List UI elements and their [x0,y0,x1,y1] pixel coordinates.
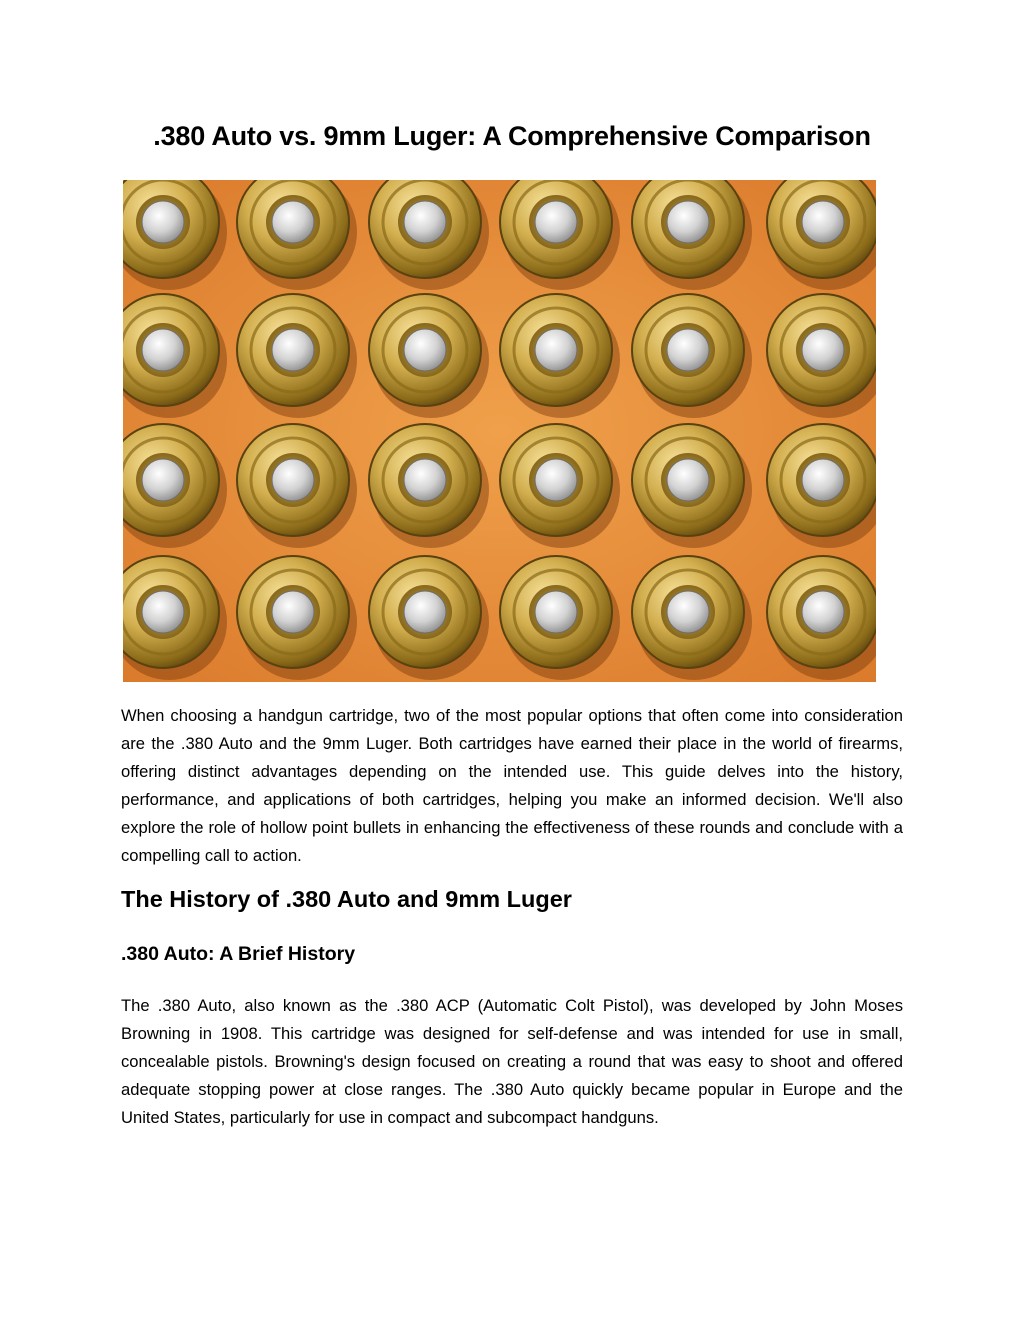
intro-paragraph: When choosing a handgun cartridge, two of the most popular options that often come into consideration are the .380 Auto and the 9mm Luger. Both cartridges have earned their place in the world of firearms, offering distinct advantages depending on the intended use. This guide delves into the history, performance, and applications of both cartridges, helping you make an informed decision. We'll also explore the role of hollow point bullets in enhancing the effectiveness of these rounds and conclude with a compelling call to action. [121,706,903,865]
page-title: .380 Auto vs. 9mm Luger: A Comprehensive Comparison [153,121,871,151]
cartridge-grid-image [123,180,876,682]
subsection-heading: .380 Auto: A Brief History [121,943,356,965]
subsection-paragraph: The .380 Auto, also known as the .380 ACP (Automatic Colt Pistol), was developed by John Moses Browning in 1908. This cartridge was designed for self-defense and was intended for use in small, concealable pistols. Browning's design focused on creating a round that was easy to shoot and offered adequate stopping power at close ranges. The .380 Auto quickly became popular in Europe and the United States, particularly for use in compact and subcompact handguns. [121,996,903,1127]
cartridge-photo [123,180,876,682]
section-heading: The History of .380 Auto and 9mm Luger [121,886,572,912]
